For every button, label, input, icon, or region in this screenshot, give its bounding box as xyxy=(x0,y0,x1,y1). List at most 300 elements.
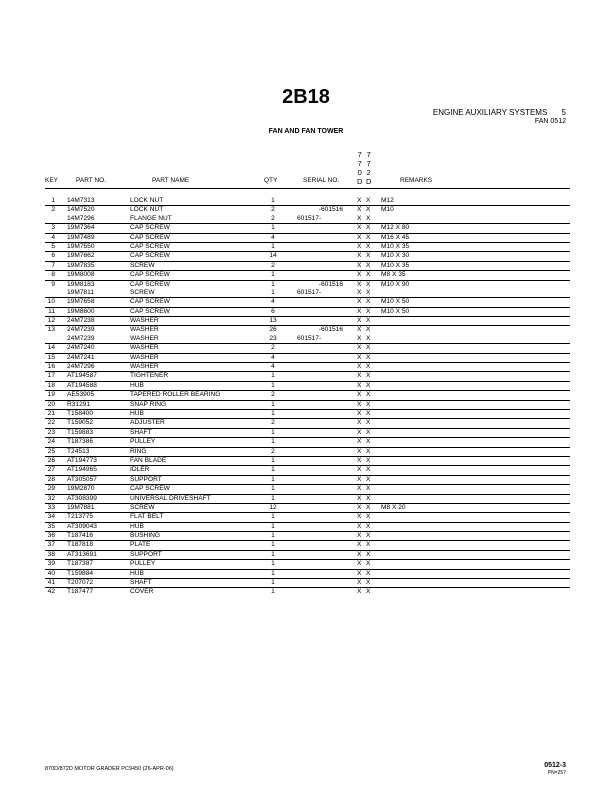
header-rule xyxy=(45,188,570,189)
key-cell: 13 xyxy=(47,326,55,334)
part-no-cell: T24513 xyxy=(67,447,90,455)
key-cell: 15 xyxy=(47,353,55,361)
model-770d-mark: X xyxy=(357,569,362,577)
qty-cell: 4 xyxy=(271,298,275,306)
key-cell: 2 xyxy=(51,206,55,214)
key-cell: 34 xyxy=(47,513,55,521)
model-770d-mark: X xyxy=(357,532,362,540)
qty-cell: 1 xyxy=(271,280,275,288)
model-772d-mark: X xyxy=(366,353,371,361)
key-cell: 35 xyxy=(47,522,55,530)
model-772d-mark: X xyxy=(366,233,371,241)
section-heading xyxy=(433,108,566,117)
model-770d-mark: X xyxy=(357,588,362,596)
table-row xyxy=(45,390,570,399)
model-770d-mark: X xyxy=(357,298,362,306)
key-cell: 16 xyxy=(47,363,55,371)
qty-cell: 1 xyxy=(271,579,275,587)
table-row xyxy=(45,456,570,465)
model-772d-mark: X xyxy=(366,456,371,464)
part-name-cell: IDLER xyxy=(130,466,150,474)
serial-to-cell: -601516 xyxy=(318,206,343,214)
table-row xyxy=(45,335,570,343)
table-row xyxy=(45,418,570,427)
model-772d-mark: X xyxy=(366,428,371,436)
part-no-cell: 24M7240 xyxy=(67,344,95,352)
table-row xyxy=(45,233,570,242)
table-row xyxy=(45,540,570,549)
part-name-cell: ADJUSTER xyxy=(130,419,165,427)
part-name-cell: CAP SCREW xyxy=(130,271,170,279)
model-772d-mark: X xyxy=(366,252,371,260)
part-no-cell: 24M7238 xyxy=(67,317,95,325)
part-name-cell: RING xyxy=(130,447,147,455)
table-row xyxy=(45,223,570,232)
part-no-cell: 19M7550 xyxy=(67,242,95,250)
qty-cell: 23 xyxy=(269,334,277,342)
model-770d-mark: X xyxy=(357,307,362,315)
key-cell: 33 xyxy=(47,503,55,511)
col-header-part-no: PART NO. xyxy=(76,177,106,184)
key-cell: 36 xyxy=(47,532,55,540)
model-772d-mark: X xyxy=(366,560,371,568)
model-772d-mark: X xyxy=(366,522,371,530)
key-cell: 17 xyxy=(47,372,55,380)
key-cell: 5 xyxy=(51,242,55,250)
table-row xyxy=(45,522,570,531)
part-name-cell: PULLEY xyxy=(130,438,156,446)
section-number: 5 xyxy=(561,108,566,117)
model-column-772d: 7 7 2 D xyxy=(366,150,372,186)
model-772d-mark: X xyxy=(366,485,371,493)
part-no-cell: 19M7835 xyxy=(67,261,95,269)
model-770d-mark: X xyxy=(357,317,362,325)
model-772d-mark: X xyxy=(366,419,371,427)
key-cell: 11 xyxy=(48,307,55,315)
qty-cell: 2 xyxy=(271,344,275,352)
part-no-cell: T187477 xyxy=(67,588,94,596)
col-header-serial-no: SERIAL NO. xyxy=(303,177,340,184)
qty-cell: 2 xyxy=(271,206,275,214)
model-770d-mark: X xyxy=(357,428,362,436)
model-772d-mark: X xyxy=(366,532,371,540)
part-name-cell: SHAFT xyxy=(130,428,152,436)
model-772d-mark: X xyxy=(366,214,371,222)
part-no-cell: R31291 xyxy=(67,400,91,408)
qty-cell: 26 xyxy=(269,326,277,334)
part-no-cell: AT194965 xyxy=(67,466,97,474)
model-770d-mark: X xyxy=(357,541,362,549)
part-no-cell: 19M7658 xyxy=(67,298,95,306)
key-cell: 26 xyxy=(47,456,55,464)
part-name-cell: HUB xyxy=(130,569,144,577)
qty-cell: 2 xyxy=(271,447,275,455)
table-row xyxy=(45,343,570,352)
table-row xyxy=(45,362,570,371)
table-row xyxy=(45,409,570,418)
qty-cell: 1 xyxy=(271,522,275,530)
part-no-cell: 24M7239 xyxy=(67,334,95,342)
remarks-cell: M10 X 90 xyxy=(381,280,410,288)
key-cell: 3 xyxy=(51,224,55,232)
qty-cell: 1 xyxy=(271,475,275,483)
qty-cell: 1 xyxy=(271,242,275,250)
table-row xyxy=(45,578,570,587)
model-770d-mark: X xyxy=(357,214,362,222)
part-name-cell: PLATE xyxy=(130,541,151,549)
model-770d-mark: X xyxy=(357,513,362,521)
key-cell: 37 xyxy=(47,541,55,549)
key-cell: 18 xyxy=(47,381,55,389)
table-row xyxy=(45,381,570,390)
model-772d-mark: X xyxy=(366,438,371,446)
key-cell: 8 xyxy=(51,271,55,279)
qty-cell: 2 xyxy=(271,391,275,399)
part-no-cell: 19M2870 xyxy=(67,485,95,493)
part-name-cell: SHAFT xyxy=(130,579,152,587)
qty-cell: 1 xyxy=(271,381,275,389)
model-770d-mark: X xyxy=(357,363,362,371)
part-name-cell: CAP SCREW xyxy=(130,224,170,232)
part-name-cell: CAP SCREW xyxy=(130,242,170,250)
model-770d-mark: X xyxy=(357,560,362,568)
qty-cell: 1 xyxy=(271,560,275,568)
model-770d-mark: X xyxy=(357,438,362,446)
part-no-cell: 14M7520 xyxy=(67,206,95,214)
model-770d-mark: X xyxy=(357,409,362,417)
qty-cell: 2 xyxy=(271,214,275,222)
key-cell: 38 xyxy=(47,550,55,558)
table-row xyxy=(45,531,570,540)
model-772d-mark: X xyxy=(366,579,371,587)
table-row xyxy=(45,242,570,251)
table-row xyxy=(45,587,570,596)
model-770d-mark: X xyxy=(357,252,362,260)
key-cell: 19 xyxy=(47,391,55,399)
table-row xyxy=(45,437,570,446)
part-name-cell: WASHER xyxy=(130,326,159,334)
part-name-cell: CAP SCREW xyxy=(130,485,170,493)
serial-to-cell: -601516 xyxy=(318,326,343,334)
remarks-cell: M10 X 50 xyxy=(381,298,410,306)
table-row xyxy=(45,316,570,325)
key-cell: 12 xyxy=(47,317,55,325)
model-772d-mark: X xyxy=(366,206,371,214)
model-772d-mark: X xyxy=(366,261,371,269)
part-name-cell: FLANGE NUT xyxy=(130,214,172,222)
model-770d-mark: X xyxy=(357,261,362,269)
serial-from-cell: 601517- xyxy=(297,214,322,222)
part-name-cell: CAP SCREW xyxy=(130,252,170,260)
key-cell: 22 xyxy=(47,419,55,427)
model-770d-mark: X xyxy=(357,550,362,558)
qty-cell: 1 xyxy=(271,541,275,549)
part-no-cell: AT305057 xyxy=(67,475,97,483)
part-no-cell: T187386 xyxy=(67,438,94,446)
model-772d-mark: X xyxy=(366,503,371,511)
remarks-cell: M8 X 20 xyxy=(381,503,406,511)
model-770d-mark: X xyxy=(357,400,362,408)
part-no-cell: T187387 xyxy=(67,560,94,568)
sub-title: FAN AND FAN TOWER xyxy=(268,128,344,135)
part-name-cell: SUPPORT xyxy=(130,475,162,483)
table-row xyxy=(45,307,570,316)
footer-page-number: 0512-3 xyxy=(544,762,566,769)
model-772d-mark: X xyxy=(366,280,371,288)
qty-cell: 1 xyxy=(271,513,275,521)
part-name-cell: SCREW xyxy=(130,288,155,296)
model-772d-mark: X xyxy=(366,475,371,483)
model-770d-mark: X xyxy=(357,280,362,288)
qty-cell: 1 xyxy=(271,456,275,464)
remarks-cell: M8 X 35 xyxy=(381,271,406,279)
key-cell: 10 xyxy=(47,298,55,306)
model-770d-mark: X xyxy=(357,419,362,427)
part-name-cell: WASHER xyxy=(130,353,159,361)
part-name-cell: WASHER xyxy=(130,344,159,352)
table-row xyxy=(45,297,570,306)
model-770d-mark: X xyxy=(357,334,362,342)
part-no-cell: T187818 xyxy=(67,541,94,549)
parts-table xyxy=(45,197,570,597)
qty-cell: 1 xyxy=(271,588,275,596)
model-770d-mark: X xyxy=(357,271,362,279)
table-row xyxy=(45,251,570,260)
model-770d-mark: X xyxy=(357,353,362,361)
table-row xyxy=(45,428,570,437)
serial-from-cell: 601517- xyxy=(297,288,322,296)
model-770d-mark: X xyxy=(357,233,362,241)
model-772d-mark: X xyxy=(366,307,371,315)
part-name-cell: SCREW xyxy=(130,503,155,511)
table-row xyxy=(45,400,570,409)
model-772d-mark: X xyxy=(366,242,371,250)
table-row xyxy=(45,289,570,297)
part-no-cell: T159052 xyxy=(67,419,94,427)
col-header-part-name: PART NAME xyxy=(152,177,190,184)
qty-cell: 12 xyxy=(269,503,277,511)
part-no-cell: 14M7313 xyxy=(67,197,95,204)
qty-cell: 4 xyxy=(271,233,275,241)
part-no-cell: AT313691 xyxy=(67,550,97,558)
qty-cell: 1 xyxy=(271,428,275,436)
part-name-cell: COVER xyxy=(130,588,154,596)
remarks-cell: M12 X 80 xyxy=(381,224,410,232)
model-770d-mark: X xyxy=(357,579,362,587)
model-772d-mark: X xyxy=(366,381,371,389)
part-no-cell: 19M8183 xyxy=(67,280,95,288)
part-no-cell: 24M7296 xyxy=(67,363,95,371)
model-772d-mark: X xyxy=(366,298,371,306)
model-770d-mark: X xyxy=(357,224,362,232)
table-row xyxy=(45,447,570,456)
model-772d-mark: X xyxy=(366,466,371,474)
model-772d-mark: X xyxy=(366,400,371,408)
part-no-cell: 14M7296 xyxy=(67,214,95,222)
section-name: ENGINE AUXILIARY SYSTEMS xyxy=(432,108,548,117)
part-name-cell: CAP SCREW xyxy=(130,233,170,241)
part-name-cell: FLAT BELT xyxy=(130,513,164,521)
model-770d-mark: X xyxy=(357,475,362,483)
part-no-cell: 19M7811 xyxy=(67,288,95,296)
key-cell: 39 xyxy=(47,560,55,568)
part-name-cell: SCREW xyxy=(130,261,155,269)
qty-cell: 1 xyxy=(271,494,275,502)
remarks-cell: M12 xyxy=(381,197,394,204)
model-772d-mark: X xyxy=(366,541,371,549)
part-name-cell: FAN BLADE xyxy=(130,456,167,464)
key-cell: 42 xyxy=(47,588,55,596)
qty-cell: 1 xyxy=(271,466,275,474)
model-772d-mark: X xyxy=(366,317,371,325)
qty-cell: 13 xyxy=(269,317,277,325)
key-cell: 9 xyxy=(51,280,55,288)
table-row xyxy=(45,550,570,559)
qty-cell: 1 xyxy=(271,569,275,577)
part-name-cell: TAPERED ROLLER BEARING xyxy=(130,391,221,399)
part-no-cell: T158400 xyxy=(67,409,94,417)
model-772d-mark: X xyxy=(366,326,371,334)
table-row xyxy=(45,325,570,334)
model-770d-mark: X xyxy=(357,326,362,334)
table-row xyxy=(45,261,570,270)
key-cell: 28 xyxy=(47,475,55,483)
model-770d-mark: X xyxy=(357,344,362,352)
qty-cell: 1 xyxy=(271,409,275,417)
model-772d-mark: X xyxy=(366,271,371,279)
key-cell: 6 xyxy=(51,252,55,260)
part-name-cell: WASHER xyxy=(130,317,159,325)
col-header-key: KEY xyxy=(45,177,59,184)
key-cell: 21 xyxy=(47,409,55,417)
table-row xyxy=(45,484,570,493)
part-no-cell: 19M7364 xyxy=(67,224,95,232)
model-770d-mark: X xyxy=(357,197,362,204)
key-cell: 29 xyxy=(47,485,55,493)
model-770d-mark: X xyxy=(357,391,362,399)
table-row xyxy=(45,197,570,205)
serial-from-cell: 601517- xyxy=(297,334,322,342)
model-770d-mark: X xyxy=(357,456,362,464)
remarks-cell: M16 X 45 xyxy=(381,233,410,241)
model-770d-mark: X xyxy=(357,372,362,380)
part-name-cell: LOCK NUT xyxy=(130,197,164,204)
qty-cell: 4 xyxy=(271,353,275,361)
qty-cell: 1 xyxy=(271,224,275,232)
model-772d-mark: X xyxy=(366,550,371,558)
part-name-cell: HUB xyxy=(130,409,144,417)
qty-cell: 1 xyxy=(271,532,275,540)
model-772d-mark: X xyxy=(366,494,371,502)
part-name-cell: CAP SCREW xyxy=(130,280,170,288)
table-row xyxy=(45,512,570,521)
model-772d-mark: X xyxy=(366,447,371,455)
qty-cell: 1 xyxy=(271,550,275,558)
part-name-cell: HUB xyxy=(130,522,144,530)
qty-cell: 1 xyxy=(271,197,275,204)
qty-cell: 2 xyxy=(271,261,275,269)
model-770d-mark: X xyxy=(357,494,362,502)
qty-cell: 1 xyxy=(271,485,275,493)
part-name-cell: LOCK NUT xyxy=(130,206,164,214)
part-no-cell: T187416 xyxy=(67,532,94,540)
qty-cell: 1 xyxy=(271,438,275,446)
qty-cell: 14 xyxy=(269,252,277,260)
part-no-cell: AT309043 xyxy=(67,522,97,530)
key-cell: 20 xyxy=(47,400,55,408)
part-name-cell: SNAP RING xyxy=(130,400,167,408)
remarks-cell: M10 xyxy=(381,206,394,214)
part-no-cell: 24M7239 xyxy=(67,326,95,334)
part-name-cell: PULLEY xyxy=(130,560,156,568)
part-no-cell: T207072 xyxy=(67,579,94,587)
table-row xyxy=(45,205,570,214)
model-772d-mark: X xyxy=(366,288,371,296)
model-772d-mark: X xyxy=(366,344,371,352)
footer-pn: PN=257 xyxy=(547,770,566,776)
model-772d-mark: X xyxy=(366,372,371,380)
model-770d-mark: X xyxy=(357,503,362,511)
part-no-cell: AT194588 xyxy=(67,381,97,389)
model-770d-mark: X xyxy=(357,242,362,250)
part-no-cell: 24M7241 xyxy=(67,353,95,361)
part-no-cell: AE53905 xyxy=(67,391,95,399)
table-row xyxy=(45,465,570,474)
qty-cell: 1 xyxy=(271,288,275,296)
remarks-cell: M10 X 35 xyxy=(381,261,410,269)
key-cell: 7 xyxy=(51,261,55,269)
model-770d-mark: X xyxy=(357,381,362,389)
table-row xyxy=(45,559,570,568)
part-no-cell: AT308399 xyxy=(67,494,97,502)
model-772d-mark: X xyxy=(366,569,371,577)
part-no-cell: AT194773 xyxy=(67,456,97,464)
key-cell: 32 xyxy=(47,494,55,502)
part-name-cell: WASHER xyxy=(130,334,159,342)
part-no-cell: 19M8008 xyxy=(67,271,95,279)
model-772d-mark: X xyxy=(366,588,371,596)
model-770d-mark: X xyxy=(357,466,362,474)
key-cell: 1 xyxy=(51,197,55,204)
part-name-cell: CAP SCREW xyxy=(130,307,170,315)
table-row xyxy=(45,371,570,380)
model-772d-mark: X xyxy=(366,363,371,371)
key-cell: 40 xyxy=(47,569,55,577)
qty-cell: 1 xyxy=(271,372,275,380)
page-title: 2B18 xyxy=(282,86,330,108)
table-row xyxy=(45,270,570,279)
part-name-cell: CAP SCREW xyxy=(130,298,170,306)
qty-cell: 6 xyxy=(271,307,275,315)
key-cell: 24 xyxy=(47,438,55,446)
remarks-cell: M10 X 30 xyxy=(381,252,410,260)
part-no-cell: T159884 xyxy=(67,569,94,577)
qty-cell: 1 xyxy=(271,271,275,279)
model-770d-mark: X xyxy=(357,485,362,493)
model-772d-mark: X xyxy=(366,391,371,399)
table-row xyxy=(45,215,570,223)
model-770d-mark: X xyxy=(357,206,362,214)
table-row xyxy=(45,353,570,362)
part-name-cell: HUB xyxy=(130,381,144,389)
table-row xyxy=(45,494,570,503)
key-cell: 14 xyxy=(47,344,55,352)
key-cell: 23 xyxy=(47,428,55,436)
col-header-remarks: REMARKS xyxy=(400,177,433,184)
table-row xyxy=(45,503,570,512)
remarks-cell: M10 X 35 xyxy=(381,242,410,250)
part-no-cell: T159883 xyxy=(67,428,94,436)
